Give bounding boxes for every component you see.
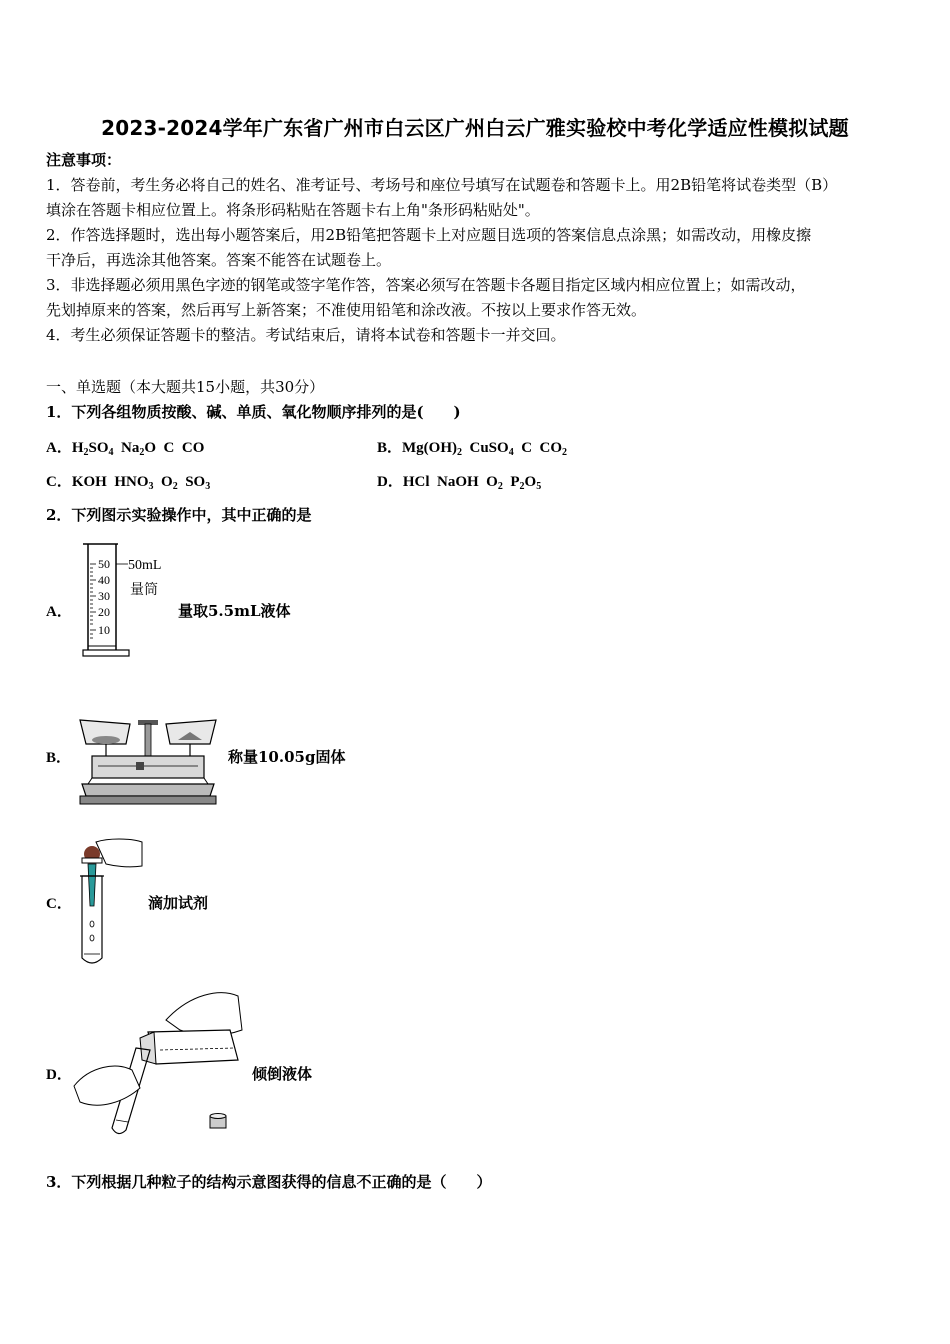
q2-option-c-label: C． — [46, 896, 72, 912]
notice-line: 3．非选择题必须用黑色字迹的钢笔或签字笔作答，答案必须写在答题卡各题目指定区域内相应位置上；如需改动， — [46, 276, 806, 294]
pouring-figure — [70, 990, 246, 1142]
graduated-cylinder-figure — [78, 538, 178, 662]
balance-pillar — [145, 724, 151, 758]
cylinder-scale — [90, 564, 96, 638]
q2-option-a-label: A． — [46, 604, 72, 620]
balance-base — [82, 784, 214, 796]
notice-line: 2．作答选择题时，选出每小题答案后，用2B铅笔把答题卡上对应题目选项的答案信息点涂黑；如需改动，用橡皮擦 — [46, 226, 812, 244]
droplet — [90, 921, 94, 927]
cylinder-name-label: 量筒 — [130, 582, 158, 598]
cylinder-base — [83, 650, 129, 656]
q2-option-b-text: 称量10.05g固体 — [228, 748, 346, 766]
tick-label-30: 30 — [98, 589, 110, 603]
q2-option-a-text: 量取5.5mL液体 — [178, 602, 291, 620]
question-1-stem: 1．下列各组物质按酸、碱、单质、氧化物顺序排列的是( ) — [46, 403, 461, 421]
q2-option-c-text: 滴加试剂 — [148, 894, 209, 912]
balance-figure — [78, 714, 218, 810]
weight-on-left-pan — [92, 736, 120, 744]
q1-option-b: B．$Mg(OH)_2$ CuSO$_4$ C $CO_2$ — [377, 440, 568, 458]
balance-foot — [80, 796, 216, 804]
tick-label-20: 20 — [98, 605, 110, 619]
q1-option-d: D．HCl NaOH $O_2$ $P_2O_5$ — [377, 474, 542, 492]
q1-option-c: C．KOH $HNO_3$ $O_2$ $SO_3$ — [46, 474, 211, 492]
question-3-stem: 3．下列根据几种粒子的结构示意图获得的信息不正确的是（ ） — [46, 1173, 492, 1191]
dropper-tube — [88, 864, 96, 906]
q2-option-d-text: 倾倒液体 — [252, 1065, 313, 1083]
notice-line: 先划掉原来的答案，然后再写上新答案；不准使用铅笔和涂改液。不按以上要求作答无效。 — [46, 301, 647, 319]
droplet — [90, 935, 94, 941]
notice-line: 干净后，再选涂其他答案。答案不能答在试题卷上。 — [46, 251, 392, 269]
notice-heading: 注意事项： — [46, 151, 122, 169]
tube-liquid — [116, 1120, 128, 1122]
pouring-hand-icon — [166, 993, 242, 1036]
holding-hand-icon — [74, 1066, 140, 1105]
rider — [136, 762, 144, 770]
tick-label-10: 10 — [98, 623, 110, 637]
bottle-neck — [140, 1032, 156, 1064]
q2-option-b-label: B． — [46, 750, 72, 766]
notice-line: 4．考生必须保证答题卡的整洁。考试结束后，请将本试卷和答题卡一并交回。 — [46, 326, 566, 344]
right-pan — [166, 720, 216, 744]
question-2-stem: 2．下列图示实验操作中，其中正确的是 — [46, 506, 312, 524]
balance-body — [92, 756, 204, 778]
section-heading: 一、单选题（本大题共15小题，共30分） — [46, 378, 325, 396]
dropper-figure — [74, 836, 150, 970]
reagent-bottle — [148, 1030, 238, 1064]
page-title: 2023-2024学年广东省广州市白云区广州白云广雅实验校中考化学适应性模拟试题 — [101, 116, 849, 140]
tick-label-50: 50 — [98, 557, 110, 571]
tick-label-40: 40 — [98, 573, 110, 587]
cylinder-volume-label: 50mL — [128, 558, 162, 573]
q1-option-a: A．$H_2SO_4$ $Na_2O$ C CO — [46, 440, 205, 458]
notice-line: 1．答卷前，考生务必将自己的姓名、准考证号、考场号和座位号填写在试题卷和答题卡上。用2B铅笔将试卷类型（B） — [46, 176, 838, 194]
notice-line: 填涂在答题卡相应位置上。将条形码粘贴在答题卡右上角"条形码粘贴处"。 — [46, 201, 540, 219]
hand-icon — [96, 839, 142, 867]
q2-option-d-label: D． — [46, 1067, 72, 1083]
notice-section — [46, 148, 916, 348]
